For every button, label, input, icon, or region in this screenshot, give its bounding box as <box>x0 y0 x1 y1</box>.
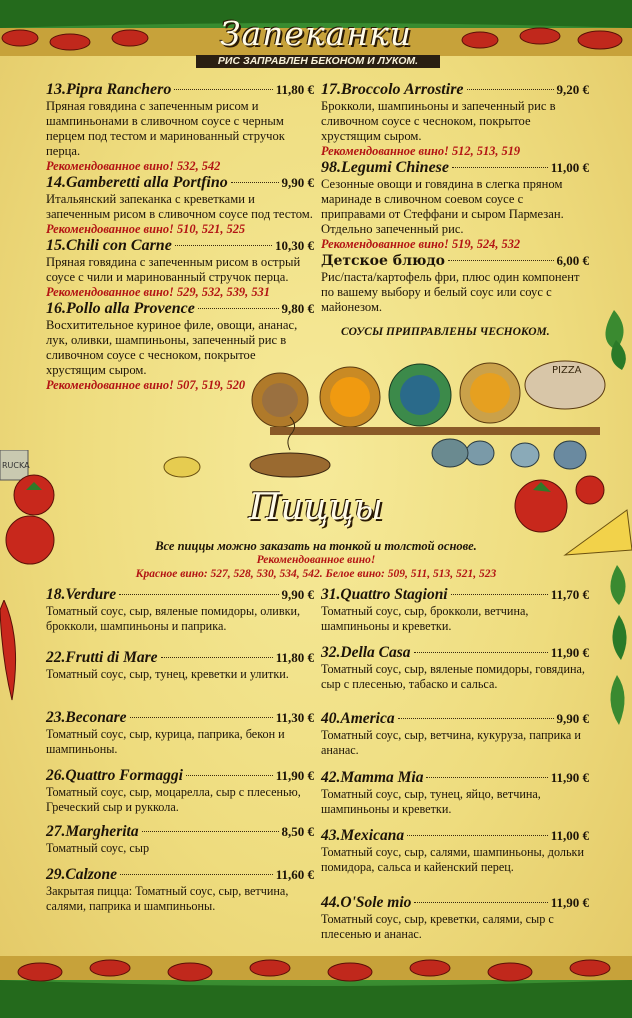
menu-item <box>321 769 589 827</box>
plate-label: PIZZA <box>552 365 582 376</box>
item-description: Закрытая пицца: Томатный соус, сыр, ветчина, салями, паприка и шампиньоны. <box>46 884 289 913</box>
menu-item <box>46 649 314 709</box>
menu-item <box>321 644 589 710</box>
pizza-title: Пиццы <box>248 487 384 528</box>
casserole-title: Запеканки <box>219 14 413 53</box>
item-description: Пряная говядина с запеченным рисом в острый соусе с чили и маринованный стручок перца. <box>46 255 301 284</box>
item-description: Томатный соус, сыр, ветчина, кукуруза, паприка и ананас. <box>321 728 581 757</box>
item-price: 11,00 € <box>550 828 589 843</box>
item-name: 27.Margherita <box>46 823 139 840</box>
item-description: Томатный соус, сыр, вяленые помидоры, говядина, сыр с плесенью, табаско и сальса. <box>321 662 585 691</box>
item-description: Брокколи, шампиньоны и запеченный рис в сливочном соусе с чесноком, покрытое хрустящим сыром. <box>321 99 556 143</box>
pizza-left-column <box>46 586 314 914</box>
menu-item <box>46 81 314 174</box>
menu-item <box>46 586 314 649</box>
pepper-illustration <box>0 600 24 710</box>
item-price: 6,00 € <box>556 253 589 268</box>
item-name: 42.Mamma Mia <box>321 769 424 786</box>
item-description: Восхитительное куриное филе, овощи, ананас, лук, оливки, шампиньоны, запеченный рис в сливочном соусе с чесноком, покрытое хрустящим сыром. <box>46 318 298 377</box>
menu-item <box>321 586 589 644</box>
item-name: 29.Calzone <box>46 866 118 883</box>
wine-recommendation: Рекомендованное вино! 529, 532, 539, 531 <box>46 285 270 299</box>
item-name: 13.Pipra Ranchero <box>46 81 172 98</box>
wine-recommendation-heading: Рекомендованное вино! <box>256 554 376 566</box>
item-description: Томатный соус, сыр, брокколи, ветчина, шампиньоны и креветки. <box>321 604 529 633</box>
menu-item <box>46 767 314 823</box>
item-description: Томатный соус, сыр, тунец, креветки и улитки. <box>46 667 289 681</box>
item-price: 8,50 € <box>281 824 314 839</box>
item-price: 11,80 € <box>275 650 314 665</box>
item-price: 9,20 € <box>556 82 589 97</box>
menu-item <box>321 252 589 315</box>
item-name: Детское блюдо <box>321 253 446 269</box>
menu-item <box>46 709 314 767</box>
pizza-base-note: Все пиццы можно заказать на тонкой и толстой основе. <box>155 539 477 553</box>
sauce-note: СОУСЫ ПРИПРАВЛЕНЫ ЧЕСНОКОМ. <box>341 326 550 338</box>
item-description: Томатный соус, сыр, салями, шампиньоны, дольки помидора, сальса и кайенский перец. <box>321 845 584 874</box>
menu-item <box>46 237 314 300</box>
wine-recommendation: Рекомендованное вино! 512, 513, 519 <box>321 144 521 158</box>
bread-illustration <box>162 455 202 479</box>
menu-item <box>321 827 589 894</box>
herb-illustration-right <box>603 565 632 745</box>
pepper-border-graphic <box>0 956 632 1018</box>
item-description: Сезонные овощи и говядина в слегка пряном маринаде в сливочном соевом соусе с приправами от Стеффани и сыром Пармезан. Отдельно запеченный рис. <box>321 177 564 236</box>
item-name: 40.America <box>321 710 395 727</box>
bottom-border <box>0 956 632 1018</box>
wine-list: Красное вино: 527, 528, 530, 534, 542. Белое вино: 509, 511, 513, 521, 523 <box>135 568 497 580</box>
jar-label: RUCKA <box>2 461 30 470</box>
item-price: 11,90 € <box>550 645 589 660</box>
menu-item <box>46 174 314 237</box>
item-description: Рис/паста/картофель фри, плюс один компонент по вашему выбору и белый соус или соус с майонезом. <box>321 270 580 314</box>
casserole-left-column <box>46 81 314 393</box>
casserole-subtitle: РИС ЗАПРАВЛЕН БЕКОНОМ И ЛУКОМ. <box>196 55 440 68</box>
item-name: 43.Mexicana <box>321 827 405 844</box>
item-price: 9,80 € <box>281 301 314 316</box>
item-price: 11,80 € <box>275 82 314 97</box>
item-description: Томатный соус, сыр <box>46 841 150 855</box>
item-price: 11,60 € <box>275 867 314 882</box>
menu-item <box>46 823 314 866</box>
item-name: 17.Broccolo Arrostire <box>321 81 464 98</box>
menu-item <box>321 159 589 252</box>
item-description: Томатный соус, сыр, тунец, яйцо, ветчина, шампиньоны и креветки. <box>321 787 541 816</box>
item-name: 31.Quattro Stagioni <box>321 586 448 603</box>
item-name: 44.O'Sole mio <box>321 894 412 911</box>
wine-recommendation: Рекомендованное вино! 507, 519, 520 <box>46 378 246 392</box>
item-description: Пряная говядина с запеченным рисом и шампиньонами в сливочном соусе с черным перцем под тестом и маринованный стручок перца. <box>46 99 285 158</box>
menu-item <box>46 866 314 914</box>
item-name: 14.Gamberetti alla Portfino <box>46 174 228 191</box>
item-name: 16.Pollo alla Provence <box>46 300 195 317</box>
item-name: 98.Legumi Chinese <box>321 159 450 176</box>
item-description: Томатный соус, сыр, курица, паприка, бекон и шампиньоны. <box>46 727 285 756</box>
wine-recommendation: Рекомендованное вино! 519, 524, 532 <box>321 237 521 251</box>
wine-recommendation: Рекомендованное вино! 510, 521, 525 <box>46 222 246 236</box>
item-name: 26.Quattro Formaggi <box>46 767 183 784</box>
item-name: 22.Frutti di Mare <box>46 649 158 666</box>
item-price: 9,90 € <box>556 711 589 726</box>
item-name: 15.Chili con Carne <box>46 237 172 254</box>
item-price: 11,70 € <box>550 587 589 602</box>
menu-item <box>321 894 589 942</box>
casserole-right-column <box>321 81 589 315</box>
item-description: Томатный соус, сыр, моцарелла, сыр с плесенью, Греческий сыр и руккола. <box>46 785 301 814</box>
menu-item <box>321 81 589 159</box>
pizza-right-column <box>321 586 589 942</box>
item-price: 11,90 € <box>550 770 589 785</box>
item-price: 9,90 € <box>281 175 314 190</box>
wine-recommendation: Рекомендованное вино! 532, 542 <box>46 159 221 173</box>
item-name: 23.Beconare <box>46 709 127 726</box>
item-description: Томатный соус, сыр, креветки, салями, сыр с плесенью и ананас. <box>321 912 554 941</box>
herb-illustration-top <box>596 310 632 370</box>
item-name: 32.Della Casa <box>321 644 411 661</box>
item-price: 10,30 € <box>275 238 314 253</box>
item-description: Итальянский запеканка с креветками и запеченным рисом в сливочном соусе под тестом. Рекомендованное вино! 510, 521, 525 <box>46 192 313 236</box>
item-price: 11,90 € <box>550 895 589 910</box>
item-name: 18.Verdure <box>46 586 117 603</box>
menu-item <box>321 710 589 769</box>
item-price: 11,00 € <box>550 160 589 175</box>
item-price: 11,30 € <box>275 710 314 725</box>
item-price: 9,90 € <box>281 587 314 602</box>
item-price: 11,90 € <box>275 768 314 783</box>
item-description: Томатный соус, сыр, вяленые помидоры, оливки, брокколи, шампиньоны и паприка. <box>46 604 301 633</box>
